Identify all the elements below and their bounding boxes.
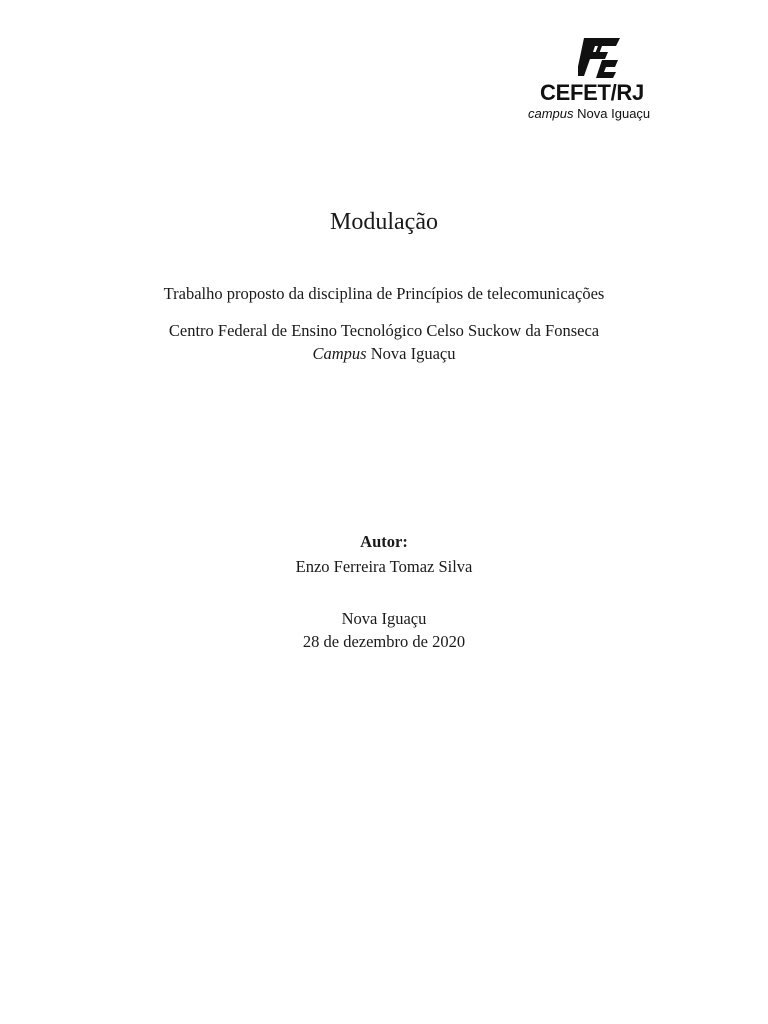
author-name: Enzo Ferreira Tomaz Silva [295, 557, 473, 576]
institution-name: Centro Federal de Ensino Tecnológico Celso Suckow da Fonseca [168, 321, 600, 340]
document-title: Modulação [330, 209, 438, 235]
campus-name: Nova Iguaçu [370, 344, 456, 363]
campus-label: Campus [312, 344, 367, 363]
cefet-logo [528, 30, 676, 122]
city: Nova Iguaçu [341, 609, 427, 628]
author-label: Autor: [360, 532, 408, 551]
logo-name: CEFET/RJ [540, 80, 644, 105]
logo-campus [528, 106, 650, 121]
logo-campus-label: campus [528, 106, 574, 121]
document-subtitle: Trabalho proposto da disciplina de Princípios de telecomunicações [163, 284, 605, 303]
cefet-logo-icon [578, 32, 622, 78]
logo-campus-name: Nova Iguaçu [577, 106, 651, 121]
date: 28 de dezembro de 2020 [302, 632, 466, 651]
campus-line [0, 344, 768, 364]
